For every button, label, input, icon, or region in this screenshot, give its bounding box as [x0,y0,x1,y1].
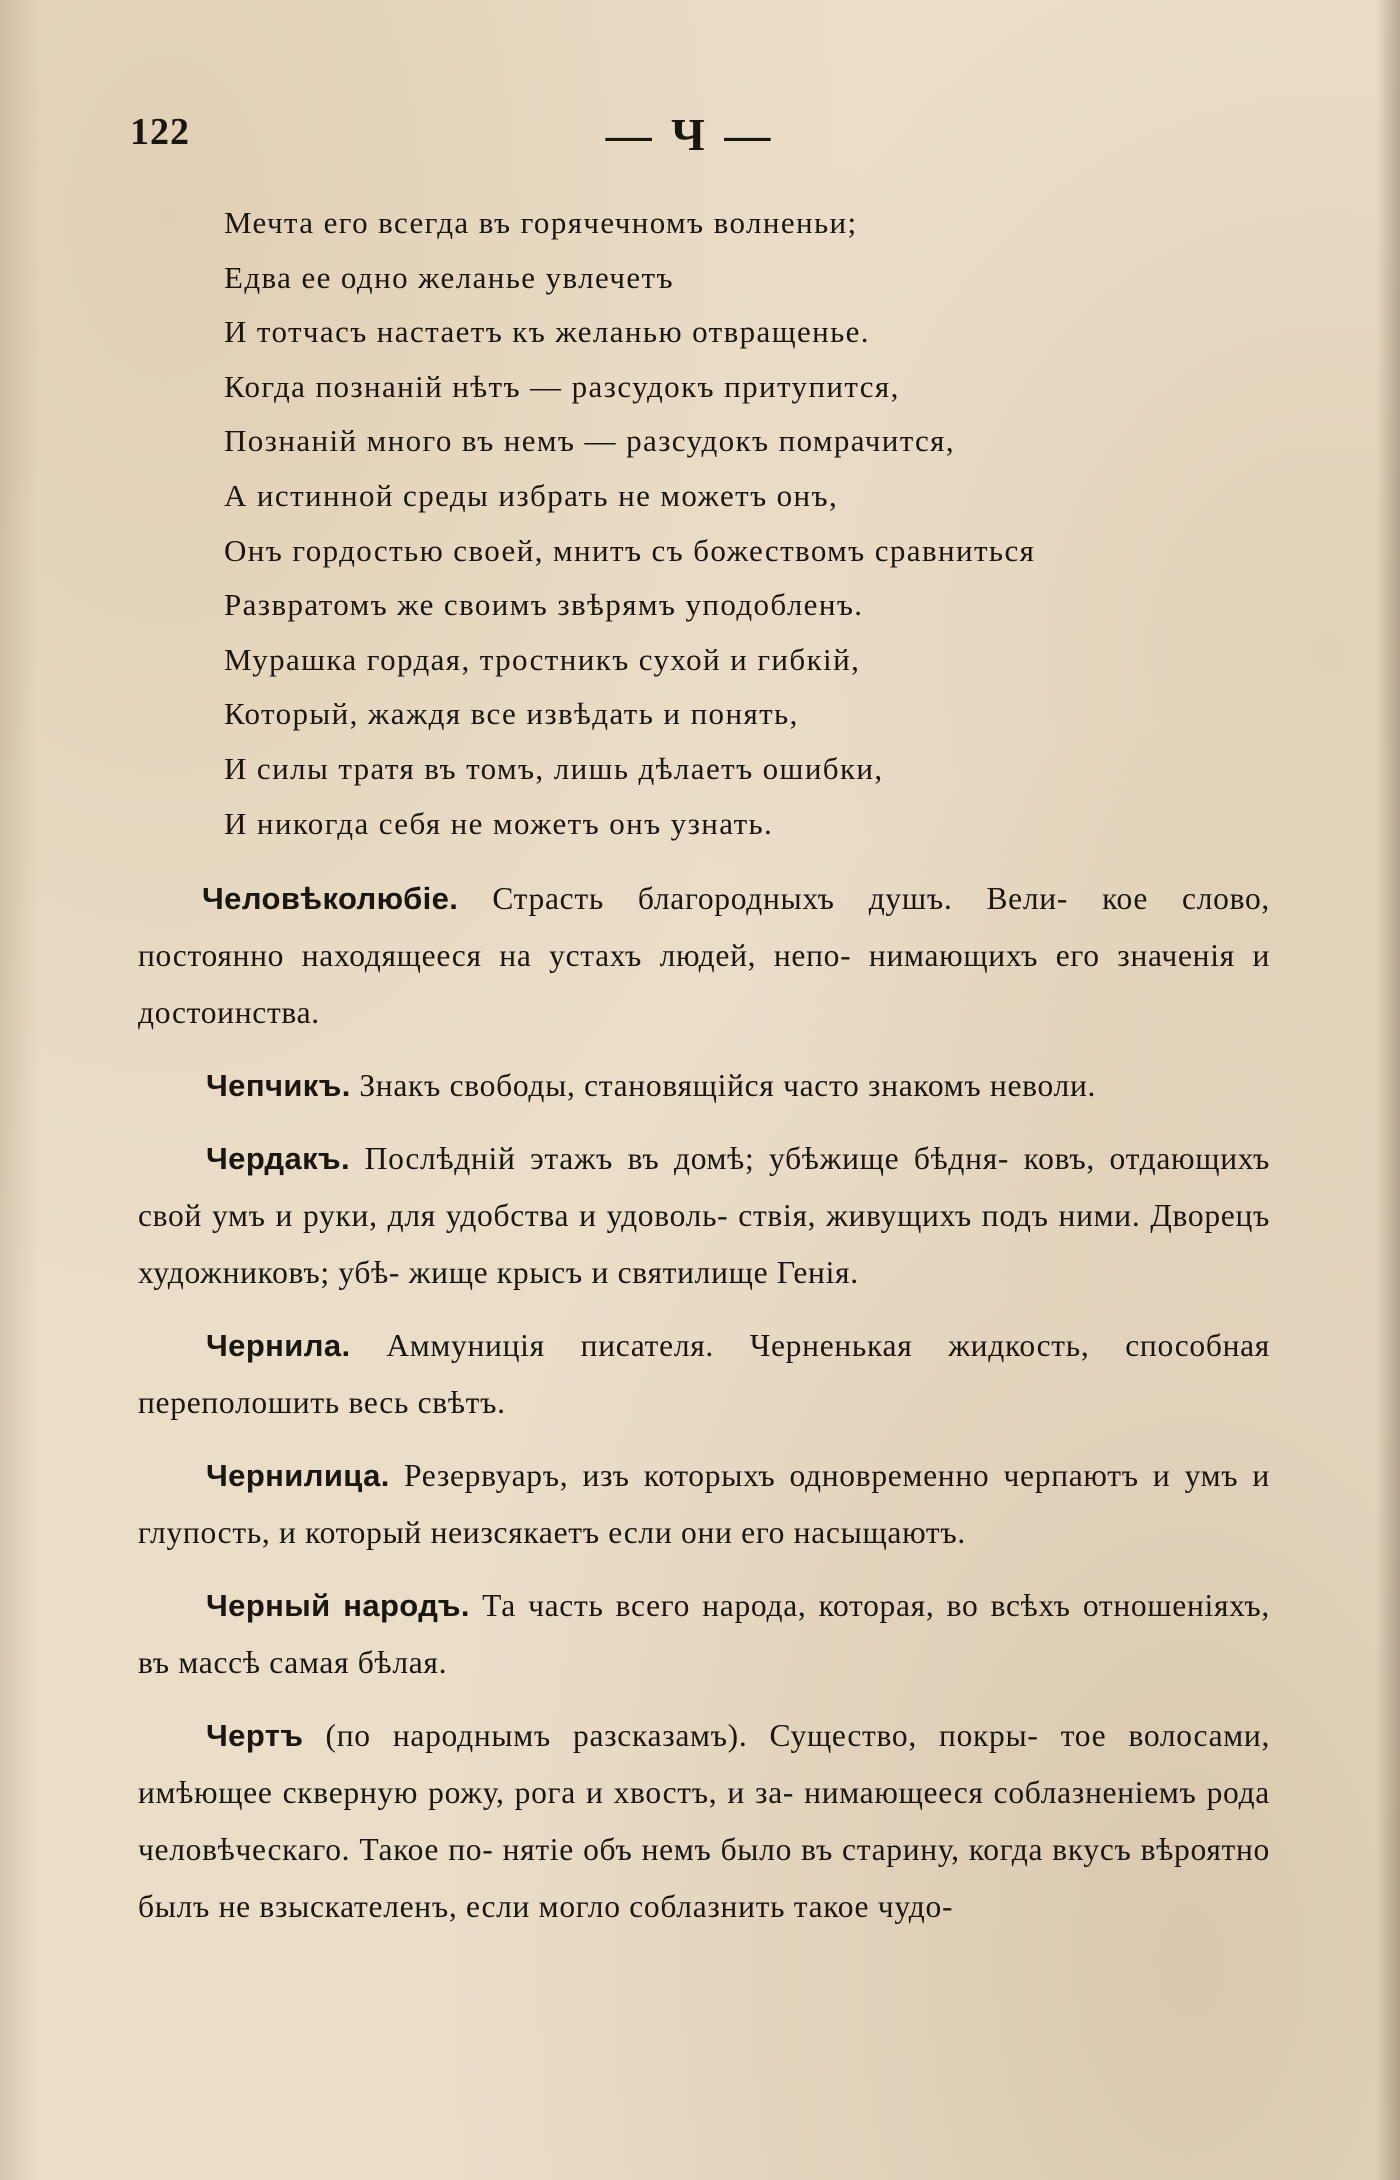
verse-line: И тотчасъ настаетъ къ желанью отвращенье. [224,314,870,350]
dictionary-entries [138,870,1270,1935]
entry-text: ковъ, отдающихъ свой умъ и руки, для удобства и удоволь- [138,1141,1271,1233]
entry-headword: Человѣколюбіе. [202,881,459,916]
entry-headword: Чернила. [206,1328,351,1363]
entry-text: Та часть всего народа, которая, во [482,1588,979,1623]
entry-headword: Чердакъ. [206,1141,351,1176]
verse-line: И никогда себя не можетъ онъ узнать. [224,805,774,841]
page-edge-shadow-left [0,0,40,2180]
entry-text: они его насыщаютъ. [681,1515,966,1550]
dictionary-entry [138,1447,1270,1561]
entry-text: былъ не взыскателенъ, если могло соблазнить такое чудо- [138,1889,954,1924]
entry-text: нимающееся соблазненіемъ рода человѣческаго. Такое по- [138,1775,1270,1867]
page-edge-shadow-right [1376,0,1400,2180]
entry-text: тое волосами, имѣющее скверную рожу, рога и хвостъ, и за- [138,1718,1271,1810]
entry-text: способная переполошить весь свѣтъ. [138,1328,1270,1420]
entry-text: Аммуниція писателя. Черненькая жидкость, [386,1328,1090,1363]
entry-headword: Черный народъ. [206,1588,470,1623]
page-number: 122 [130,111,190,153]
entry-text: Знакъ свободы, становящійся часто знакомъ [359,1068,982,1103]
page-header [0,110,1400,160]
entry-headword: Чернилица. [206,1458,390,1493]
entry-text: (по народнымъ разсказамъ). Существо, покры- [325,1718,1039,1753]
verse-line: Мурашка гордая, тростникъ сухой и гибкій, [224,641,861,677]
entry-headword: Чепчикъ. [206,1068,351,1103]
dictionary-entry [138,1317,1270,1431]
entry-text: нятіе объ немъ было въ старину, когда вкусъ вѣроятно [502,1832,1271,1867]
entry-text: черпаютъ и умъ и глупость, и который неизсякаетъ если [138,1458,1270,1550]
entry-text: Послѣдній этажъ въ домѣ; убѣжище бѣдня- [364,1141,1010,1176]
verse-line: Познаній много въ немъ — разсудокъ помрачится, [224,423,955,459]
entry-text: Страсть благородныхъ душъ. Вели- [492,881,1069,916]
verse-line: Едва ее одно желанье увлечетъ [224,259,674,295]
verse-block [224,196,1035,851]
entry-text: Резервуаръ, изъ которыхъ одновременно [403,1458,990,1493]
verse-line: Который, жаждя все извѣдать и понять, [224,696,799,732]
dictionary-entry [138,1057,1270,1114]
entry-text: нимающихъ его значенія и достоинства. [138,938,1271,1030]
entry-headword: Чертъ [206,1718,304,1753]
verse-line: Когда познаній нѣтъ — разсудокъ притупится, [224,368,900,404]
running-head-letter: — Ч — [605,109,775,160]
dictionary-entry [138,870,1270,1041]
verse-line: Мечта его всегда въ горячечномъ волненьи; [224,205,858,240]
entry-text: ствія, живущихъ подъ ними. Дворецъ художниковъ; убѣ- [138,1198,1270,1290]
verse-line: Онъ гордостью своей, мнитъ съ божествомъ сравниться [224,532,1036,568]
dictionary-entry [138,1577,1270,1691]
entry-text: жище крысъ и святилище Генія. [408,1255,859,1290]
entry-text: всѣхъ отношеніяхъ, въ массѣ самая бѣлая. [138,1588,1270,1680]
dictionary-entry [138,1707,1270,1935]
dictionary-entry [138,1130,1270,1301]
entry-text: неволи. [989,1068,1097,1103]
entry-text: кое слово, постоянно находящееся на устахъ людей, непо- [138,881,1270,973]
verse-line: Развратомъ же своимъ звѣрямъ уподобленъ. [224,587,864,623]
verse-line: А истинной среды избрать не можетъ онъ, [224,477,839,513]
verse-line: И силы тратя въ томъ, лишь дѣлаетъ ошибки, [224,750,884,786]
